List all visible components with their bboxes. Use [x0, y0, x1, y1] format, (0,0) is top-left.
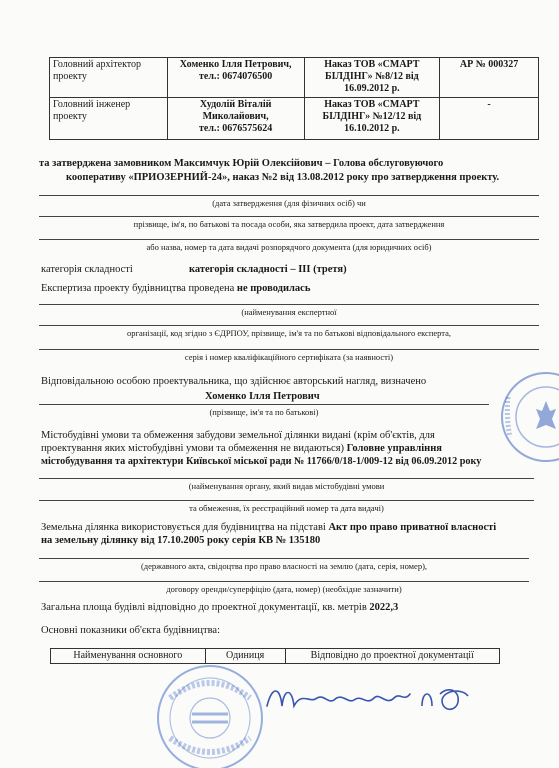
cert-cell: АР № 000327	[440, 58, 539, 98]
round-stamp-icon	[150, 658, 270, 768]
underline	[39, 478, 534, 479]
underline	[39, 404, 489, 405]
area-line	[41, 602, 541, 614]
land-document: Акт про право приватної власності	[328, 522, 497, 533]
conditions-line-2	[41, 443, 541, 455]
supervision-value: Хоменко Ілля Петрович	[205, 391, 320, 402]
name-text: Хоменко Ілля Петрович,	[179, 59, 292, 70]
supervision-text: Відповідальною особою проектувальника, що здійснює авторський нагляд, визначено	[41, 376, 427, 387]
approval-line-2: кооперативу «ПРИОЗЕРНИЙ-24», наказ №2 від 13.08.2012 року про затвердження проекту.	[66, 172, 500, 183]
table-row	[50, 58, 539, 98]
conditions-hint-2: та обмеження, їх реєстраційний номер та дата видачі)	[189, 503, 384, 513]
land-hint-1: (державного акта, свідоцтва про право власності на землю (дата, серія, номер),	[140, 561, 428, 571]
header-cell-unit: Одиниця	[205, 649, 285, 664]
expertise-label: Експертиза проекту будівництва проведена	[41, 283, 235, 294]
conditions-authority: Головне управління	[346, 443, 442, 454]
conditions-line-3: містобудування та архітектури Київської міської ради № 11766/0/18-1/009-12 від 06.09.2012 року	[41, 456, 482, 467]
conditions-hint-1: (найменування органу, який видав містобудівні умови	[188, 481, 385, 491]
expertise-hint-1: (найменування експертної	[241, 307, 337, 317]
team-table	[49, 57, 539, 140]
underline	[39, 325, 539, 326]
underline	[39, 558, 529, 559]
approval-hint-3: або назва, номер та дата видачі розпорядчого документа (для юридичних осіб)	[146, 242, 432, 252]
approval-line-1: та затверджена замовником Максимчук Юрій Олексійович – Голова обслуговуючого	[39, 158, 444, 169]
approval-hint-1: (дата затвердження (для фізичних осіб) чи	[212, 198, 366, 208]
supervision-hint: (прізвище, ім'я та по батькові)	[209, 407, 319, 417]
conditions-line-1: Містобудівні умови та обмеження забудови земельної ділянки видані (крім об'єктів, для	[41, 430, 435, 441]
name-cell	[167, 98, 304, 140]
expertise-value: не проводилась	[236, 283, 311, 294]
category-value: категорія складності – ІІІ (третя)	[189, 264, 347, 275]
land-line-1-text: Земельна ділянка використовується для будівництва на підставі	[41, 522, 326, 533]
expertise-hint-3: серія і номер кваліфікаційного сертифіката (за наявності)	[184, 352, 394, 362]
conditions-line-2-text: проектування яких містобудівні умови та обмеження не видаються)	[41, 443, 345, 454]
approval-hint-2: прізвище, ім'я, по батькові та посада особи, яка затвердила проект, дата затвердження	[133, 219, 445, 229]
underline	[39, 500, 534, 501]
underline	[39, 239, 539, 240]
role-cell: Головний архітектор проекту	[50, 58, 168, 98]
underline	[39, 349, 539, 350]
underline	[39, 195, 539, 196]
underline	[39, 216, 539, 217]
cert-cell: -	[440, 98, 539, 140]
table-row	[50, 98, 539, 140]
land-line-1	[41, 522, 556, 534]
expertise-hint-2: організації, код згідно з ЄДРПОУ, прізвище, ім'я та по батькові відповідального експерта,	[127, 328, 451, 338]
phone-text: тел.: 0674076500	[198, 71, 273, 82]
underline	[39, 581, 529, 582]
role-cell: Головний інженер проекту	[50, 98, 168, 140]
phone-text: тел.: 0676575624	[198, 123, 273, 134]
indicators-title: Основні показники об'єкта будівництва:	[41, 625, 220, 636]
indicators-table	[50, 648, 500, 664]
land-hint-2: договору оренди/суперфіцію (дата, номер) (необхідне зазначити)	[166, 584, 402, 594]
table-header-row	[51, 649, 500, 664]
signature-icon	[262, 676, 492, 721]
expertise-text	[41, 283, 310, 295]
header-cell-name: Найменування основного	[51, 649, 206, 664]
area-label: Загальна площа будівлі відповідно до проектної документації, кв. метрів	[41, 602, 367, 613]
order-cell: Наказ ТОВ «СМАРТ БІЛДІНГ» №8/12 від 16.09.2012 р.	[304, 58, 440, 98]
header-cell-project: Відповідно до проектної документації	[285, 649, 499, 664]
order-cell: Наказ ТОВ «СМАРТ БІЛДІНГ» №12/12 від 16.10.2012 р.	[304, 98, 440, 140]
name-text: Худолій Віталій Миколайович,	[199, 99, 272, 122]
area-value: 2022,3	[369, 602, 399, 613]
category-label: категорія складності	[41, 264, 133, 275]
name-cell	[167, 58, 304, 98]
land-line-2: на земельну ділянку від 17.10.2005 року серія КВ № 135180	[41, 535, 321, 546]
underline	[39, 304, 539, 305]
